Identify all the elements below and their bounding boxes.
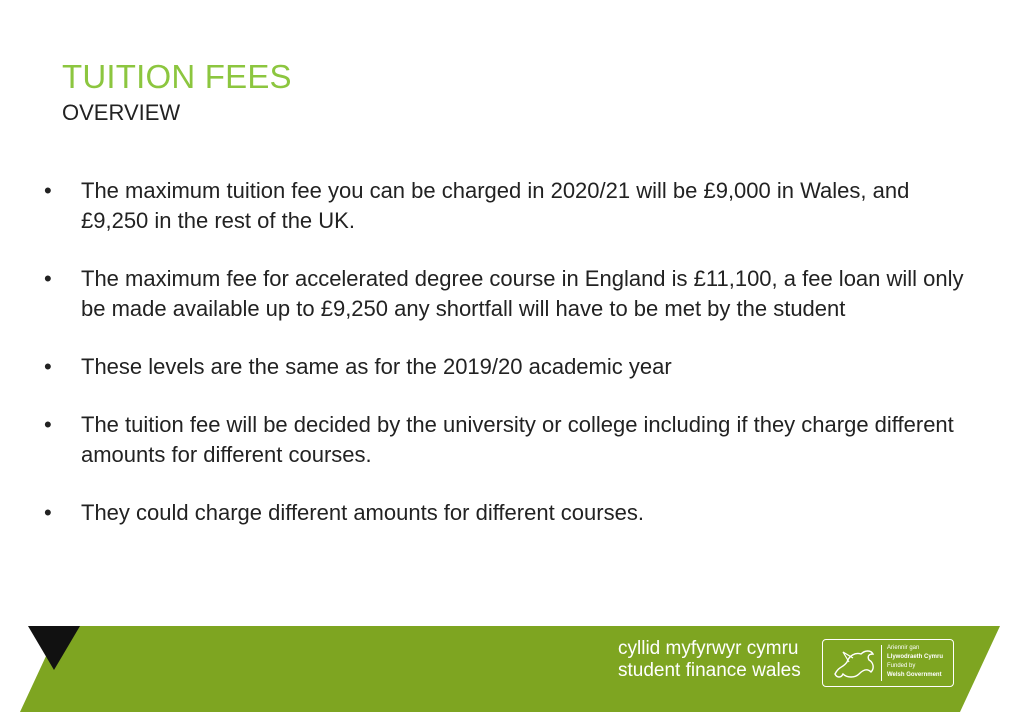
bullet-text: They could charge different amounts for different courses. (81, 500, 644, 525)
bullet-text: The maximum tuition fee you can be charged in 2020/21 will be £9,000 in Wales, and £9,250 in the rest of the UK. (81, 178, 910, 233)
welsh-government-logo (822, 639, 954, 687)
gov-line-2: Llywodraeth Cymru (887, 654, 944, 660)
slide-subtitle: OVERVIEW (62, 100, 181, 125)
bullet-item (44, 264, 964, 324)
brand-wordmark (618, 638, 801, 682)
bullet-marker: • (44, 500, 52, 525)
bullet-list (44, 176, 964, 556)
logo-divider (881, 645, 882, 681)
gov-line-4: Welsh Government (887, 672, 942, 678)
bullet-text: The tuition fee will be decided by the university or college including if they charge different amounts for different courses. (81, 412, 954, 467)
bullet-marker: • (44, 354, 52, 379)
bullet-item (44, 176, 964, 236)
bullet-item (44, 498, 964, 528)
bullet-marker: • (44, 178, 52, 203)
bullet-item (44, 410, 964, 470)
bullet-text: These levels are the same as for the 2019/20 academic year (81, 354, 672, 379)
brand-english: student finance wales (618, 660, 801, 681)
brand-welsh: cyllid myfyrwyr cymru (618, 638, 799, 659)
bullet-marker: • (44, 266, 52, 291)
bullet-marker: • (44, 412, 52, 437)
slide-title: TUITION FEES (62, 58, 292, 95)
bullet-item (44, 352, 964, 382)
dragon-icon (829, 644, 881, 682)
government-text (887, 644, 943, 680)
bullet-text: The maximum fee for accelerated degree course in England is £11,100, a fee loan will only be made available up to £9,250 any shortfall will have to be met by the student (81, 266, 964, 321)
gov-line-1: Ariennir gan (887, 645, 920, 651)
gov-line-3: Funded by (887, 663, 916, 669)
